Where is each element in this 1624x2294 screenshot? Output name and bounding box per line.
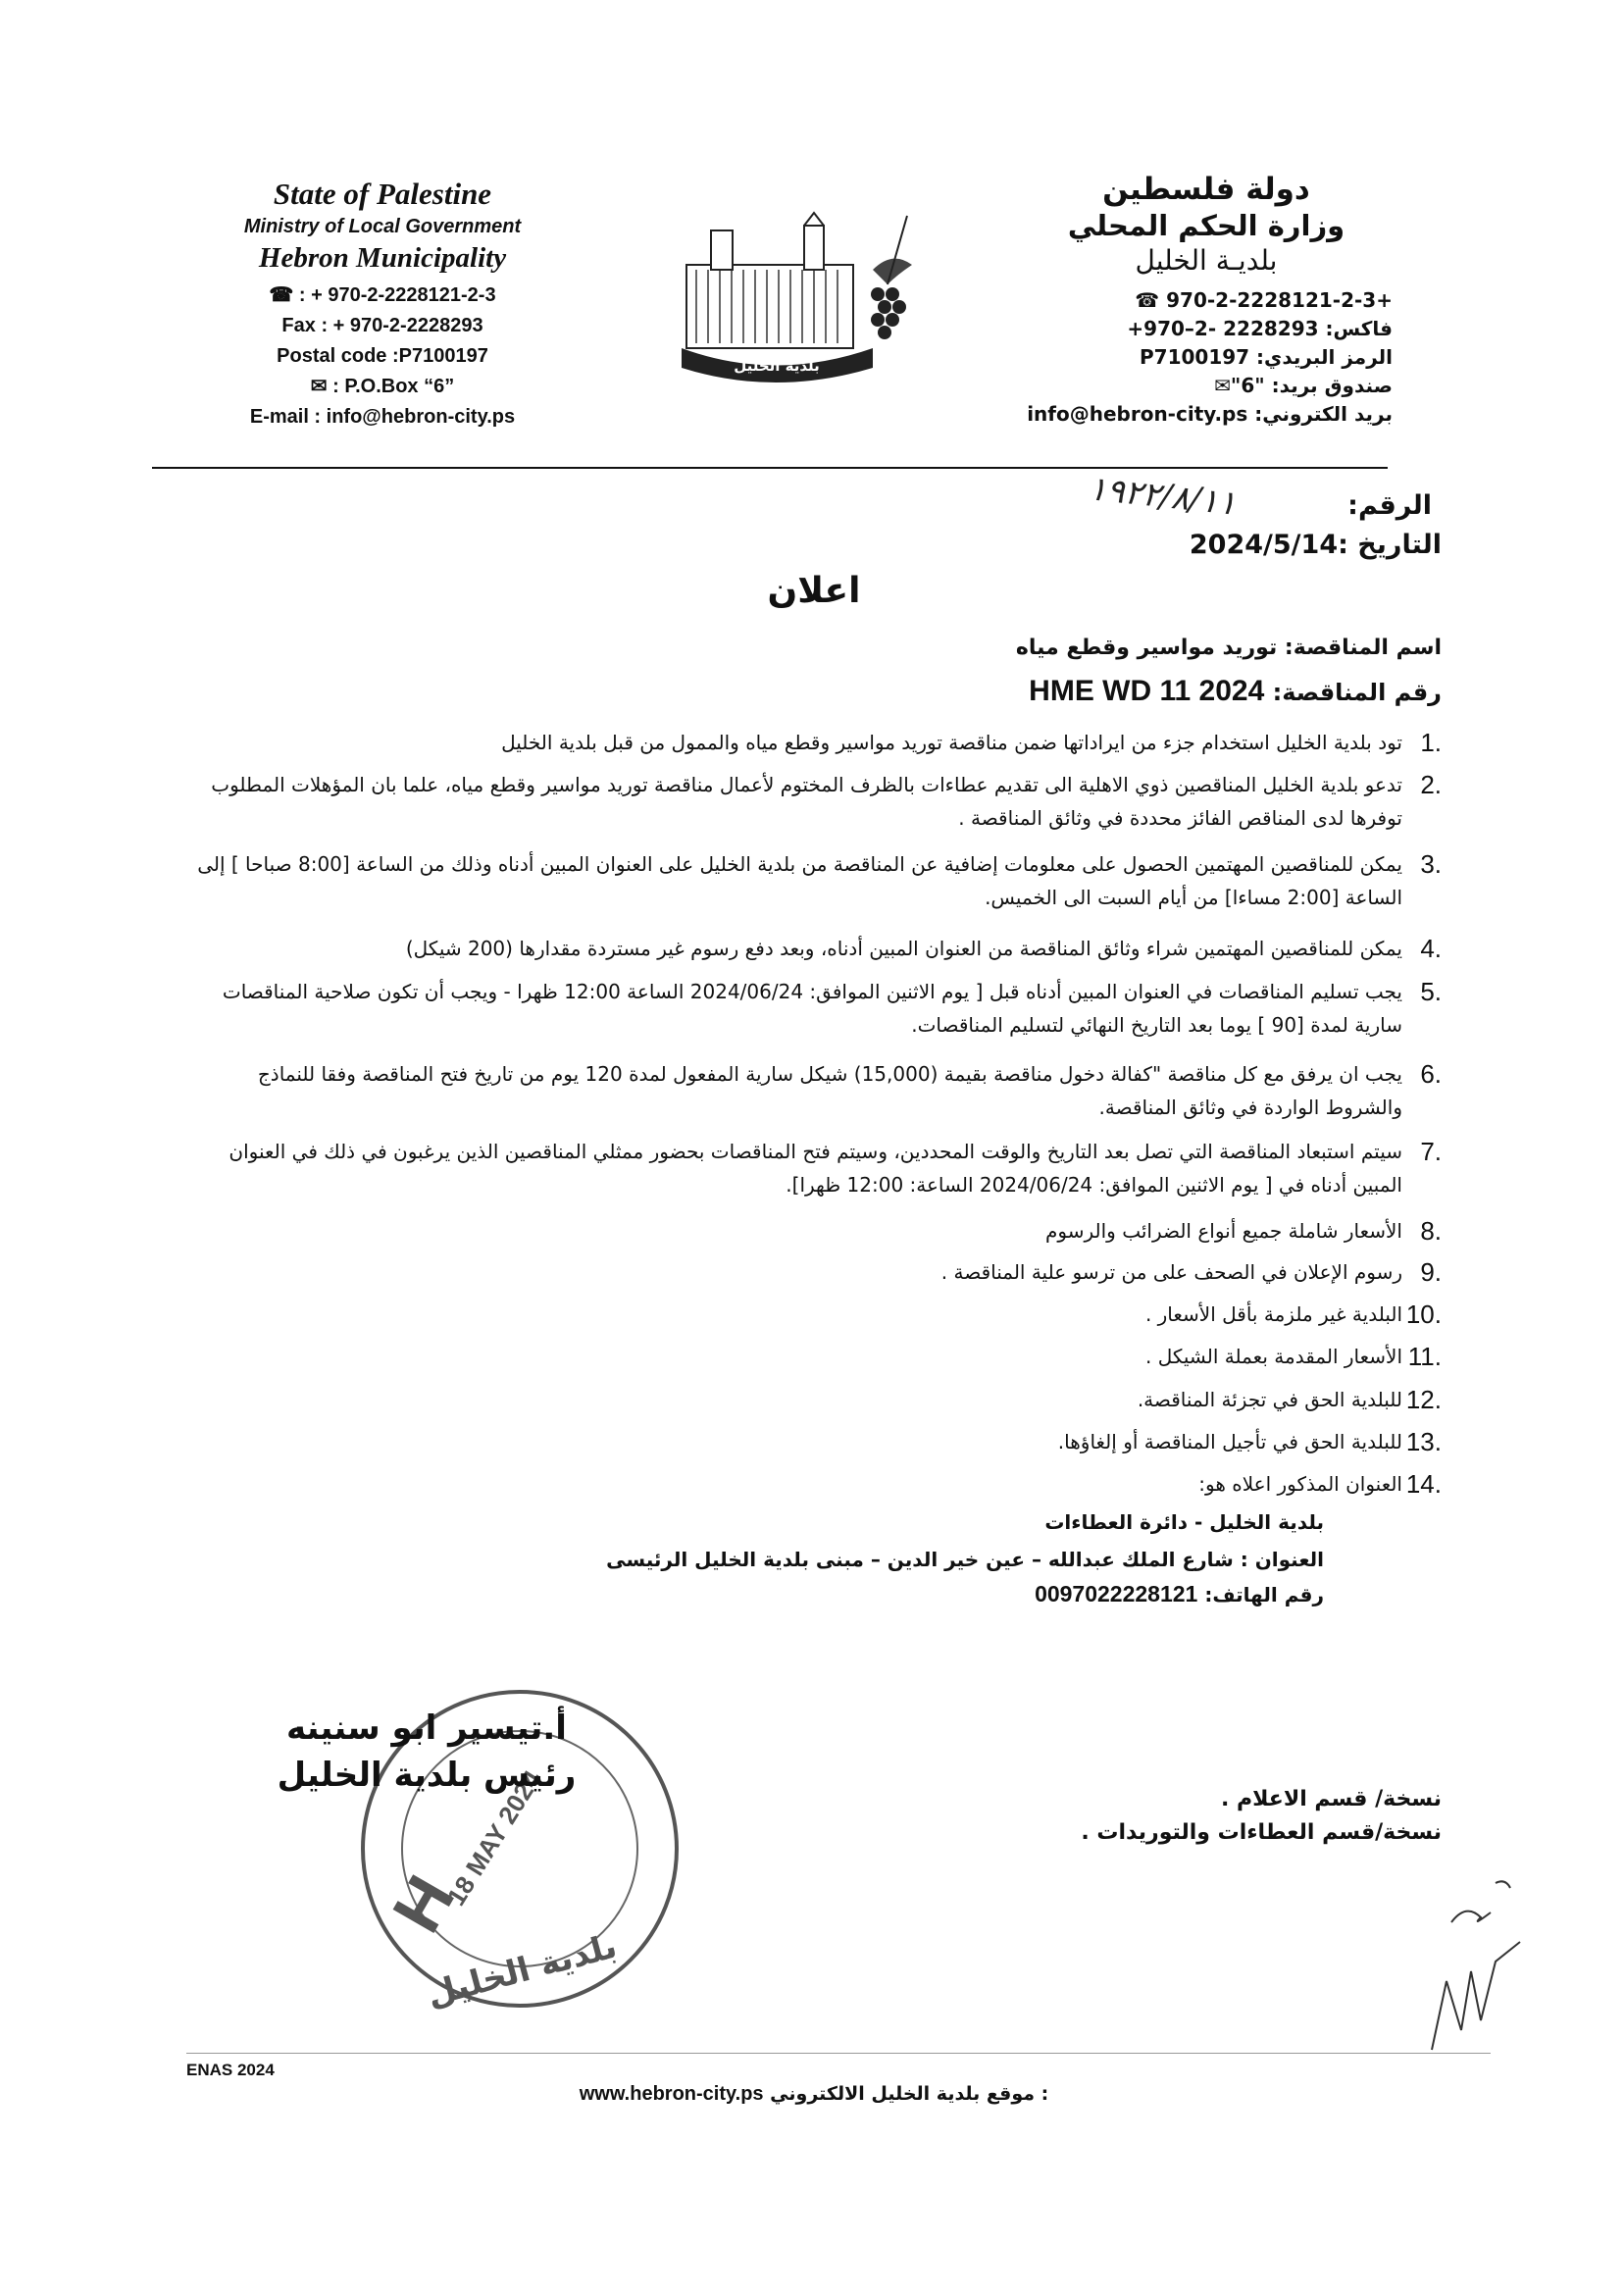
- list-item-number: 6.: [1420, 1059, 1442, 1089]
- header-english: [196, 177, 569, 433]
- ref-label: الرقم:: [1347, 490, 1432, 521]
- list-item: [785, 1298, 1442, 1331]
- list-item-text: البلدية غير ملزمة بأقل الأسعار .: [1144, 1302, 1402, 1326]
- list-item: [785, 1383, 1442, 1416]
- ministry-name-ar: وزارة الحكم المحلي: [1067, 209, 1345, 242]
- list-item: [196, 975, 1442, 1042]
- state-name-ar: دولة فلسطين: [1102, 172, 1310, 207]
- footer-site-label: موقع بلدية الخليل الالكتروني :: [770, 2083, 1049, 2105]
- signer-title: رئيس بلدية الخليل: [277, 1756, 577, 1795]
- list-item: [686, 1214, 1442, 1248]
- list-item-number: 10.: [1405, 1300, 1442, 1329]
- list-item-text: العنوان المذكور اعلاه هو:: [1198, 1472, 1402, 1496]
- handwritten-signature: [1412, 1863, 1530, 2060]
- list-item-text: تود بلدية الخليل استخدام جزء من ايراداتها ضمن مناقصة توريد مواسير وقطع مياه والممول من قبل بلدية الخليل: [501, 731, 1402, 754]
- list-item-text: يجب ان يرفق مع كل مناقصة "كفالة دخول مناقصة بقيمة (15,000) شيكل سارية المفعول لمدة 120 يوم من تاريخ فتح المناقصة وفقا للنماذج والشروط الواردة في وثائق المناقصة.: [257, 1062, 1402, 1119]
- postal-ar: الرمز البريدي: P7100197: [1140, 345, 1393, 369]
- address-department: بلدية الخليل - دائرة العطاءات: [1044, 1510, 1324, 1534]
- footer-url[interactable]: www.hebron-city.ps: [579, 2083, 764, 2105]
- ref-number-handwritten: ۱۹۲۲/۸/۱۱: [1087, 469, 1239, 524]
- municipality-name-ar: بلديـة الخليل: [1135, 244, 1278, 277]
- address-phone-label: رقم الهاتف:: [1204, 1583, 1324, 1606]
- list-item-number: 11.: [1407, 1342, 1442, 1371]
- list-item-number: 13.: [1405, 1427, 1442, 1456]
- copy-line: نسخة/قسم العطاءات والتوريدات .: [1081, 1820, 1442, 1845]
- tender-name: اسم المناقصة: توريد مواسير وقطع مياه: [1015, 636, 1442, 660]
- copies-list: [981, 1783, 1442, 1850]
- phone-en: ☎ : + 970-2-2228121-2-3: [269, 284, 496, 306]
- letter-date: التاريخ :2024/5/14: [1189, 530, 1442, 560]
- signer-block: [245, 1705, 608, 1799]
- tender-number: [686, 675, 1442, 708]
- pobox-ar: صندوق بريد: "6"✉: [1214, 374, 1393, 397]
- address-phone-number: 0097022228121: [1035, 1581, 1198, 1606]
- phone-ar: +970-2-2228121-2-3 ☎: [1135, 288, 1393, 312]
- header-divider: [152, 467, 1388, 469]
- footer-website: [490, 2083, 1138, 2106]
- stamp-date: 18 MAY 2024: [440, 1764, 547, 1912]
- municipality-name-en: Hebron Municipality: [258, 242, 507, 274]
- list-item: [196, 847, 1442, 914]
- list-item-number: 12.: [1405, 1385, 1442, 1414]
- list-item: [196, 1135, 1442, 1201]
- list-item-text: يجب تسليم المناقصات في العنوان المبين أدناه قبل [ يوم الاثنين الموافق: 2024/06/24 الساعة 12:00 ظهرا - ويجب أن تكون صلاحية المناقصات سارية لمدة [90 ] يوما بعد التاريخ النهائي لتسليم المناقصات.: [222, 980, 1402, 1037]
- pobox-en: ✉ : P.O.Box “6”: [310, 376, 455, 397]
- email-en: E-mail : info@hebron-city.ps: [249, 406, 516, 428]
- list-item-number: 2.: [1420, 770, 1442, 799]
- list-item: [785, 1340, 1442, 1373]
- list-item-text: رسوم الإعلان في الصحف على من ترسو علية المناقصة .: [940, 1260, 1402, 1284]
- list-item-number: 5.: [1420, 977, 1442, 1006]
- address-phone: [490, 1581, 1324, 1607]
- list-item-number: 4.: [1420, 934, 1442, 963]
- state-name-en: State of Palestine: [273, 177, 492, 211]
- postal-en: Postal code :P7100197: [277, 345, 488, 367]
- list-item-number: 7.: [1420, 1137, 1442, 1166]
- tender-number-label: رقم المناقصة:: [1272, 679, 1442, 706]
- list-item-number: 3.: [1420, 849, 1442, 879]
- list-item: [196, 768, 1442, 835]
- list-item-text: يمكن للمناقصين المهتمين الحصول على معلومات إضافية عن المناقصة من بلدية الخليل على العنوان المبين أدناه وذلك من الساعة [8:00 صباحا ] إلى الساعة [2:00 مساءا] من أيام السبت الى الخميس.: [197, 852, 1402, 909]
- list-item-number: 8.: [1420, 1216, 1442, 1246]
- fax-ar: فاكس: 2228293 -2–970+: [1127, 317, 1393, 340]
- signer-name: أ.تيسير ابو سنينه: [286, 1708, 567, 1748]
- list-item-text: تدعو بلدية الخليل المناقصين ذوي الاهلية الى تقديم عطاءات بالظرف المختوم لأعمال مناقصة توريد مواسير وقطع مياه، علما بان المؤهلات المطلوب توفرها لدى المناقص الفائز محددة في وثائق المناقصة .: [211, 773, 1402, 830]
- list-item: [353, 726, 1442, 759]
- list-item-text: الأسعار المقدمة بعملة الشيكل .: [1144, 1345, 1402, 1368]
- copy-line: نسخة/ قسم الاعلام .: [1220, 1787, 1442, 1811]
- list-item-text: للبلدية الحق في تجزئة المناقصة.: [1137, 1388, 1402, 1411]
- list-item: [294, 932, 1442, 965]
- stamp-letter: H: [378, 1862, 470, 1945]
- list-item-number: 14.: [1405, 1469, 1442, 1499]
- list-item-text: سيتم استبعاد المناقصة التي تصل بعد التاريخ والوقت المحددين، وسيتم فتح المناقصات بحضور ممثلي المناقصين الذين يرغبون في ذلك في العنوان المبين أدناه في [ يوم الاثنين الموافق: 2024/06/24 الساعة: 12:00 ظهرا].: [228, 1140, 1402, 1197]
- footer-code: ENAS 2024: [186, 2061, 275, 2079]
- fax-en: Fax : + 970-2-2228293: [281, 315, 483, 336]
- list-item-number: 1.: [1420, 728, 1442, 757]
- address-street: العنوان : شارع الملك عبدالله – عين خير الدين – مبنى بلدية الخليل الرئيسى: [606, 1548, 1324, 1571]
- header-arabic: [1020, 172, 1393, 429]
- list-item-text: الأسعار شاملة جميع أنواع الضرائب والرسوم: [1045, 1219, 1402, 1243]
- hebron-municipality-logo: [667, 211, 932, 382]
- list-item: [196, 1057, 1442, 1124]
- tender-number-code: HME WD 11 2024: [1029, 675, 1265, 707]
- list-item-number: 9.: [1420, 1257, 1442, 1287]
- ministry-name-en: Ministry of Local Government: [243, 216, 522, 237]
- list-item: [785, 1467, 1442, 1501]
- stamp-arabic: بلدية الخليل: [423, 1926, 622, 2015]
- footer-divider: [186, 2053, 1491, 2054]
- email-ar: بريد الكتروني: info@hebron-city.ps: [1027, 402, 1393, 426]
- list-item-text: للبلدية الحق في تأجيل المناقصة أو إلغاؤها.: [1057, 1430, 1402, 1453]
- list-item: [785, 1425, 1442, 1458]
- announcement-title: اعلان: [767, 571, 861, 611]
- logo-text: بلدية الخليل: [734, 357, 820, 375]
- list-item-text: يمكن للمناقصين المهتمين شراء وثائق المناقصة من العنوان المبين أدناه، وبعد دفع رسوم غير مستردة مقدارها (200 شيكل): [405, 937, 1402, 960]
- list-item: [686, 1255, 1442, 1289]
